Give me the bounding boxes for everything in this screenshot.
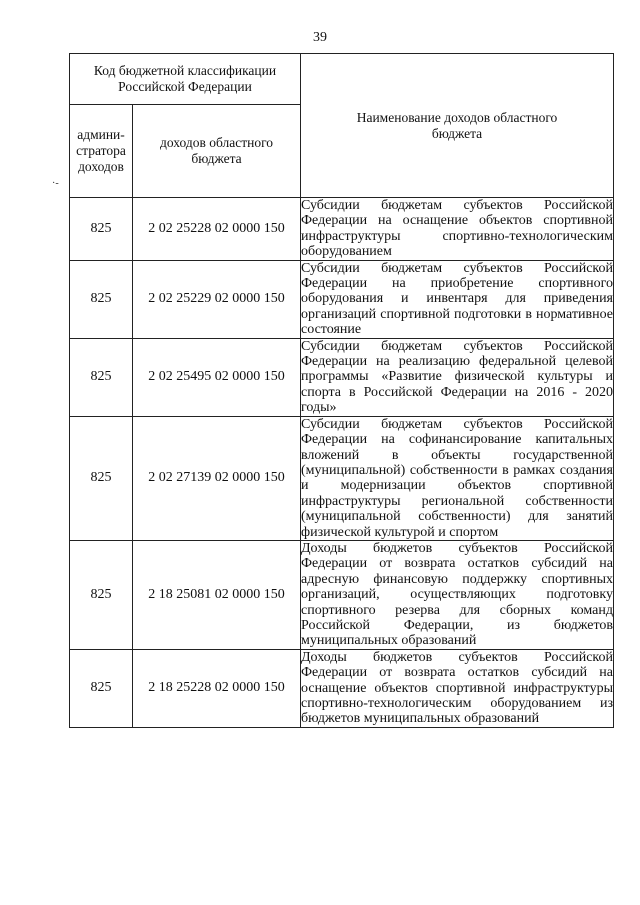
header-admin-code-text: админи-стратора доходов: [76, 127, 126, 174]
revenue-code-cell: 2 02 25229 02 0000 150: [133, 260, 301, 338]
table-row: [70, 540, 614, 649]
revenue-code-cell: 2 02 25228 02 0000 150: [133, 198, 301, 261]
revenue-name-cell: Доходы бюджетов субъектов Российской Федерации от возврата остатков субсидий на оснащение объектов спортивной инфраструктуры спортивно-технологическим оборудованием из бюджетов муниципальных образований: [301, 649, 613, 727]
header-revenue-code: [133, 105, 301, 198]
table-row: [70, 198, 614, 261]
revenue-code-cell: 2 18 25228 02 0000 150: [133, 649, 301, 727]
revenue-name-cell: Субсидии бюджетам субъектов Российской Федерации на приобретение спортивного оборудования и инвентаря для приведения организаций спортивной подготовки в нормативное состояние: [301, 260, 613, 338]
admin-code-cell: 825: [70, 338, 133, 416]
table-row: [70, 338, 614, 416]
header-admin-code: [70, 105, 133, 198]
budget-classification-table: [69, 53, 614, 728]
header-revenue-name-text: Наименование доходов областного бюджета: [356, 109, 558, 141]
revenue-code-cell: 2 02 25495 02 0000 150: [133, 338, 301, 416]
table-body: [70, 198, 614, 728]
table-row: [70, 649, 614, 727]
revenue-name-cell: Субсидии бюджетам субъектов Российской Федерации на оснащение объектов спортивной инфраструктуры спортивно-технологическим оборудованием: [301, 198, 613, 260]
revenue-code-cell: 2 02 27139 02 0000 150: [133, 416, 301, 540]
admin-code-cell: 825: [70, 540, 133, 649]
header-revenue-code-text: доходов областного бюджета: [159, 135, 274, 166]
page-number: 39: [313, 30, 327, 45]
revenue-code-cell: 2 18 25081 02 0000 150: [133, 540, 301, 649]
table-row: [70, 260, 614, 338]
header-budget-classification-code: Код бюджетной классификации Российской Федерации: [70, 54, 301, 105]
admin-code-cell: 825: [70, 260, 133, 338]
table-row: [70, 416, 614, 540]
revenue-name-cell: Субсидии бюджетам субъектов Российской Федерации на софинансирование капитальных вложений в объекты государственной (муниципальной) собственности в рамках создания и модернизации объектов спортивной инфраструктуры региональной собственности (муниципальной собственности) для занятий физической культурой и спортом: [301, 416, 613, 540]
header-row-group: [70, 54, 614, 105]
margin-mark: ·-: [52, 178, 59, 189]
admin-code-cell: 825: [70, 416, 133, 540]
admin-code-cell: 825: [70, 649, 133, 727]
admin-code-cell: 825: [70, 198, 133, 261]
revenue-name-cell: Субсидии бюджетам субъектов Российской Федерации на реализацию федеральной целевой программы «Развитие физической культуры и спорта в Российской Федерации на 2016 - 2020 годы»: [301, 338, 613, 416]
revenue-name-cell: Доходы бюджетов субъектов Российской Федерации от возврата остатков субсидий на адресную финансовую поддержку спортивных организаций, осуществляющих подготовку спортивного резерва для сборных команд Российской Федерации, из бюджетов муниципальных образований: [301, 540, 613, 649]
header-revenue-name: [301, 54, 614, 198]
